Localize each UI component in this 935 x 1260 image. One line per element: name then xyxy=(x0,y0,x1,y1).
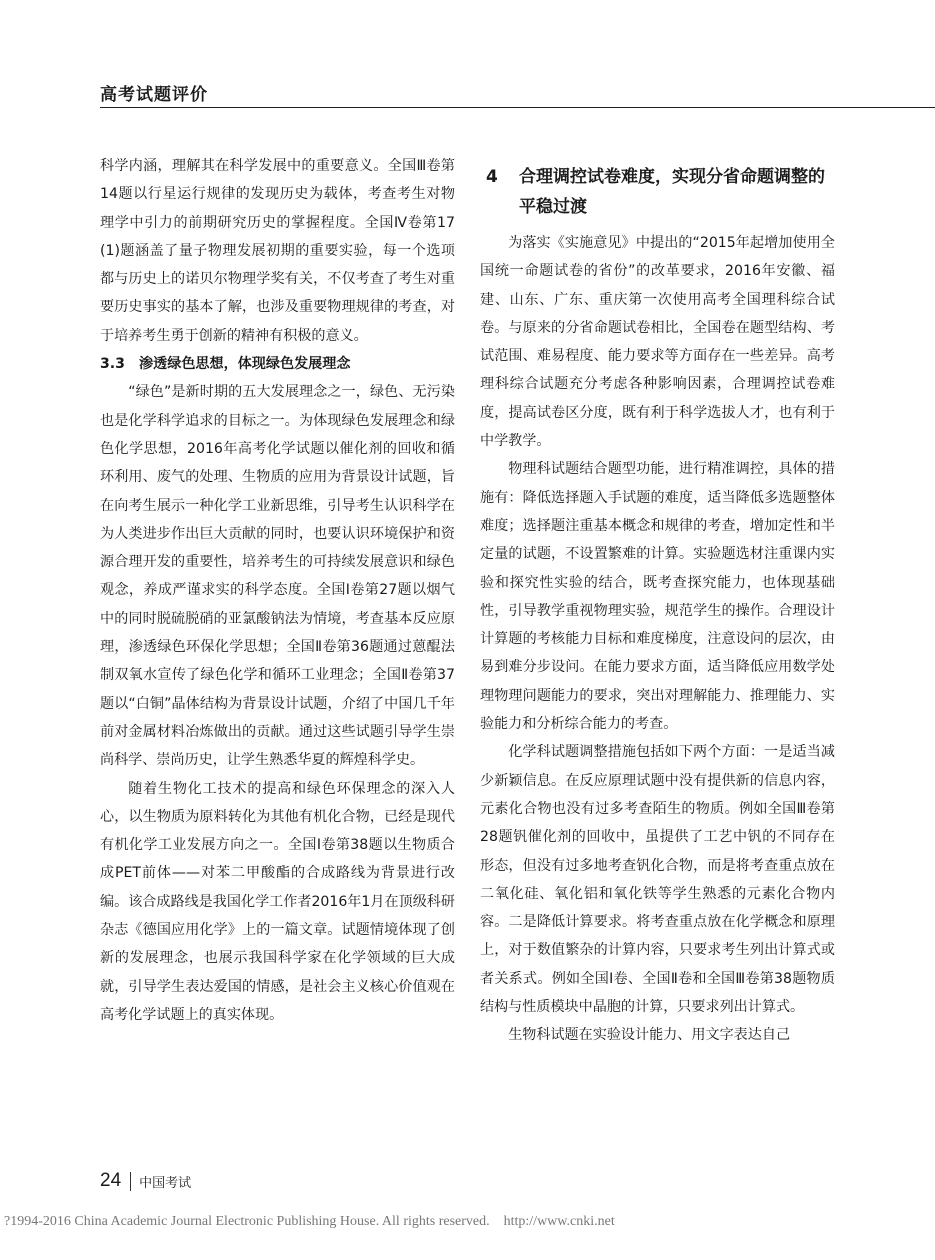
header-rule xyxy=(100,107,935,108)
copyright-notice: ?1994-2016 China Academic Journal Electronic Publishing House. All rights reserved. http://www.cnki.net xyxy=(4,1214,615,1229)
left-paragraph-3: 随着生物化工技术的提高和绿色环保理念的深入人心，以生物质为原料转化为其他有机化合物，已经是现代有机化学工业发展方向之一。全国Ⅰ卷第38题以生物质合成PET前体——对苯二甲酸酯的合成路线为背景进行改编。该合成路线是我国化学工作者2016年1月在顶级科研杂志《德国应用化学》上的一篇文章。试题情境体现了创新的发展理念，也展示我国科学家在化学领域的巨大成就，引导学生表达爱国的情感，是社会主义核心价值观在高考化学试题上的真实体现。 xyxy=(100,780,455,1023)
right-paragraph-3: 化学科试题调整措施包括如下两个方面：一是适当减少新颖信息。在反应原理试题中没有提供新的信息内容，元素化合物也没有过多考查陌生的物质。例如全国Ⅲ卷第28题钒催化剂的回收中，虽提供了工艺中钒的不同存在形态，但没有过多地考查钒化合物，而是将考查重点放在二氧化硅、氧化铝和氧化铁等学生熟悉的元素化合物内容。二是降低计算要求。将考查重点放在化学概念和原理上，对于数值繁杂的计算内容，只要求考生列出计算式或者关系式。例如全国Ⅰ卷、全国Ⅱ卷和全国Ⅲ卷第38题物质结构与性质模块中晶胞的计算，只要求列出计算式。 xyxy=(480,744,835,1016)
journal-name: 中国考试 xyxy=(139,1175,192,1191)
left-paragraph-1: 科学内涵，理解其在科学发展中的重要意义。全国Ⅲ卷第14题以行星运行规律的发现历史为载体，考查考生对物理学中引力的前期研究历史的掌握程度。全国Ⅳ卷第17(1)题涵盖了量子物理发展初期的重要实验，每一个选项都与历史上的诺贝尔物理学奖有关，不仅考查了考生对重要历史事实的基本了解，也涉及重要物理规律的考查，对于培养考生勇于创新的精神有积极的意义。 xyxy=(100,158,455,344)
running-header xyxy=(100,78,935,108)
right-paragraph-4: 生物科试题在实验设计能力、用文字表达自己 xyxy=(508,1027,791,1044)
section-number: 4 xyxy=(486,167,498,187)
right-paragraph-1: 为落实《实施意见》中提出的“2015年起增加使用全国统一命题试卷的省份”的改革要求，2016年安徽、福建、山东、广东、重庆第一次使用高考全国理科综合试卷。与原来的分省命题试卷相比，全国卷在题型结构、考试范围、难易程度、能力要求等方面存在一些差异。高考理科综合试题充分考虑各种影响因素，合理调控试卷难度，提高试卷区分度，既有利于科学选拔人才，也有利于中学教学。 xyxy=(480,235,835,450)
subsection-heading-3-3: 3.3 渗透绿色思想，体现绿色发展理念 xyxy=(100,356,351,373)
footer-divider xyxy=(130,1172,131,1191)
page-footer xyxy=(100,1168,191,1194)
section-title: 合理调控试卷难度，实现分省命题调整的平稳过渡 xyxy=(519,167,825,217)
left-paragraph-2: “绿色”是新时期的五大发展理念之一，绿色、无污染也是化学科学追求的目标之一。为体现绿色发展理念和绿色化学思想，2016年高考化学试题以催化剂的回收和循环利用、废气的处理、生物质的应用为背景设计试题，旨在向考生展示一种化学工业新思维，引导考生认识科学在为人类进步作出巨大贡献的同时，也要认识环境保护和资源合理开发的重要性，培养考生的可持续发展意识和绿色观念，养成严谨求实的科学态度。全国Ⅰ卷第27题以烟气中的同时脱硫脱硝的亚氯酸钠法为情境，考查基本反应原理，渗透绿色环保化学思想；全国Ⅱ卷第36题通过蒽醌法制双氧水宣传了绿色化学和循环工业理念；全国Ⅱ卷第37题以“白铜”晶体结构为背景设计试题，介绍了中国几千年前对金属材料冶炼做出的贡献。通过这些试题引导学生崇尚科学、崇尚历史，让学生熟悉华夏的辉煌科学史。 xyxy=(100,384,455,769)
section-heading-4 xyxy=(480,162,835,222)
right-paragraph-2: 物理科试题结合题型功能，进行精准调控，具体的措施有：降低选择题入手试题的难度，适当降低多选题整体难度；选择题注重基本概念和规律的考查，增加定性和半定量的试题，不设置繁难的计算。实验题选材注重课内实验和探究性实验的结合，既考查探究能力，也体现基础性，引导教学重视物理实验，规范学生的操作。合理设计计算题的考核能力目标和难度梯度，注意设问的层次，由易到难分步设问。在能力要求方面，适当降低应用数学处理物理问题能力的要求，突出对理解能力、推理能力、实验能力和分析综合能力的考查。 xyxy=(480,461,835,733)
right-column xyxy=(480,162,835,1050)
left-column xyxy=(100,152,455,1029)
header-title: 高考试题评价 xyxy=(100,85,208,105)
page-number: 24 xyxy=(100,1170,122,1191)
